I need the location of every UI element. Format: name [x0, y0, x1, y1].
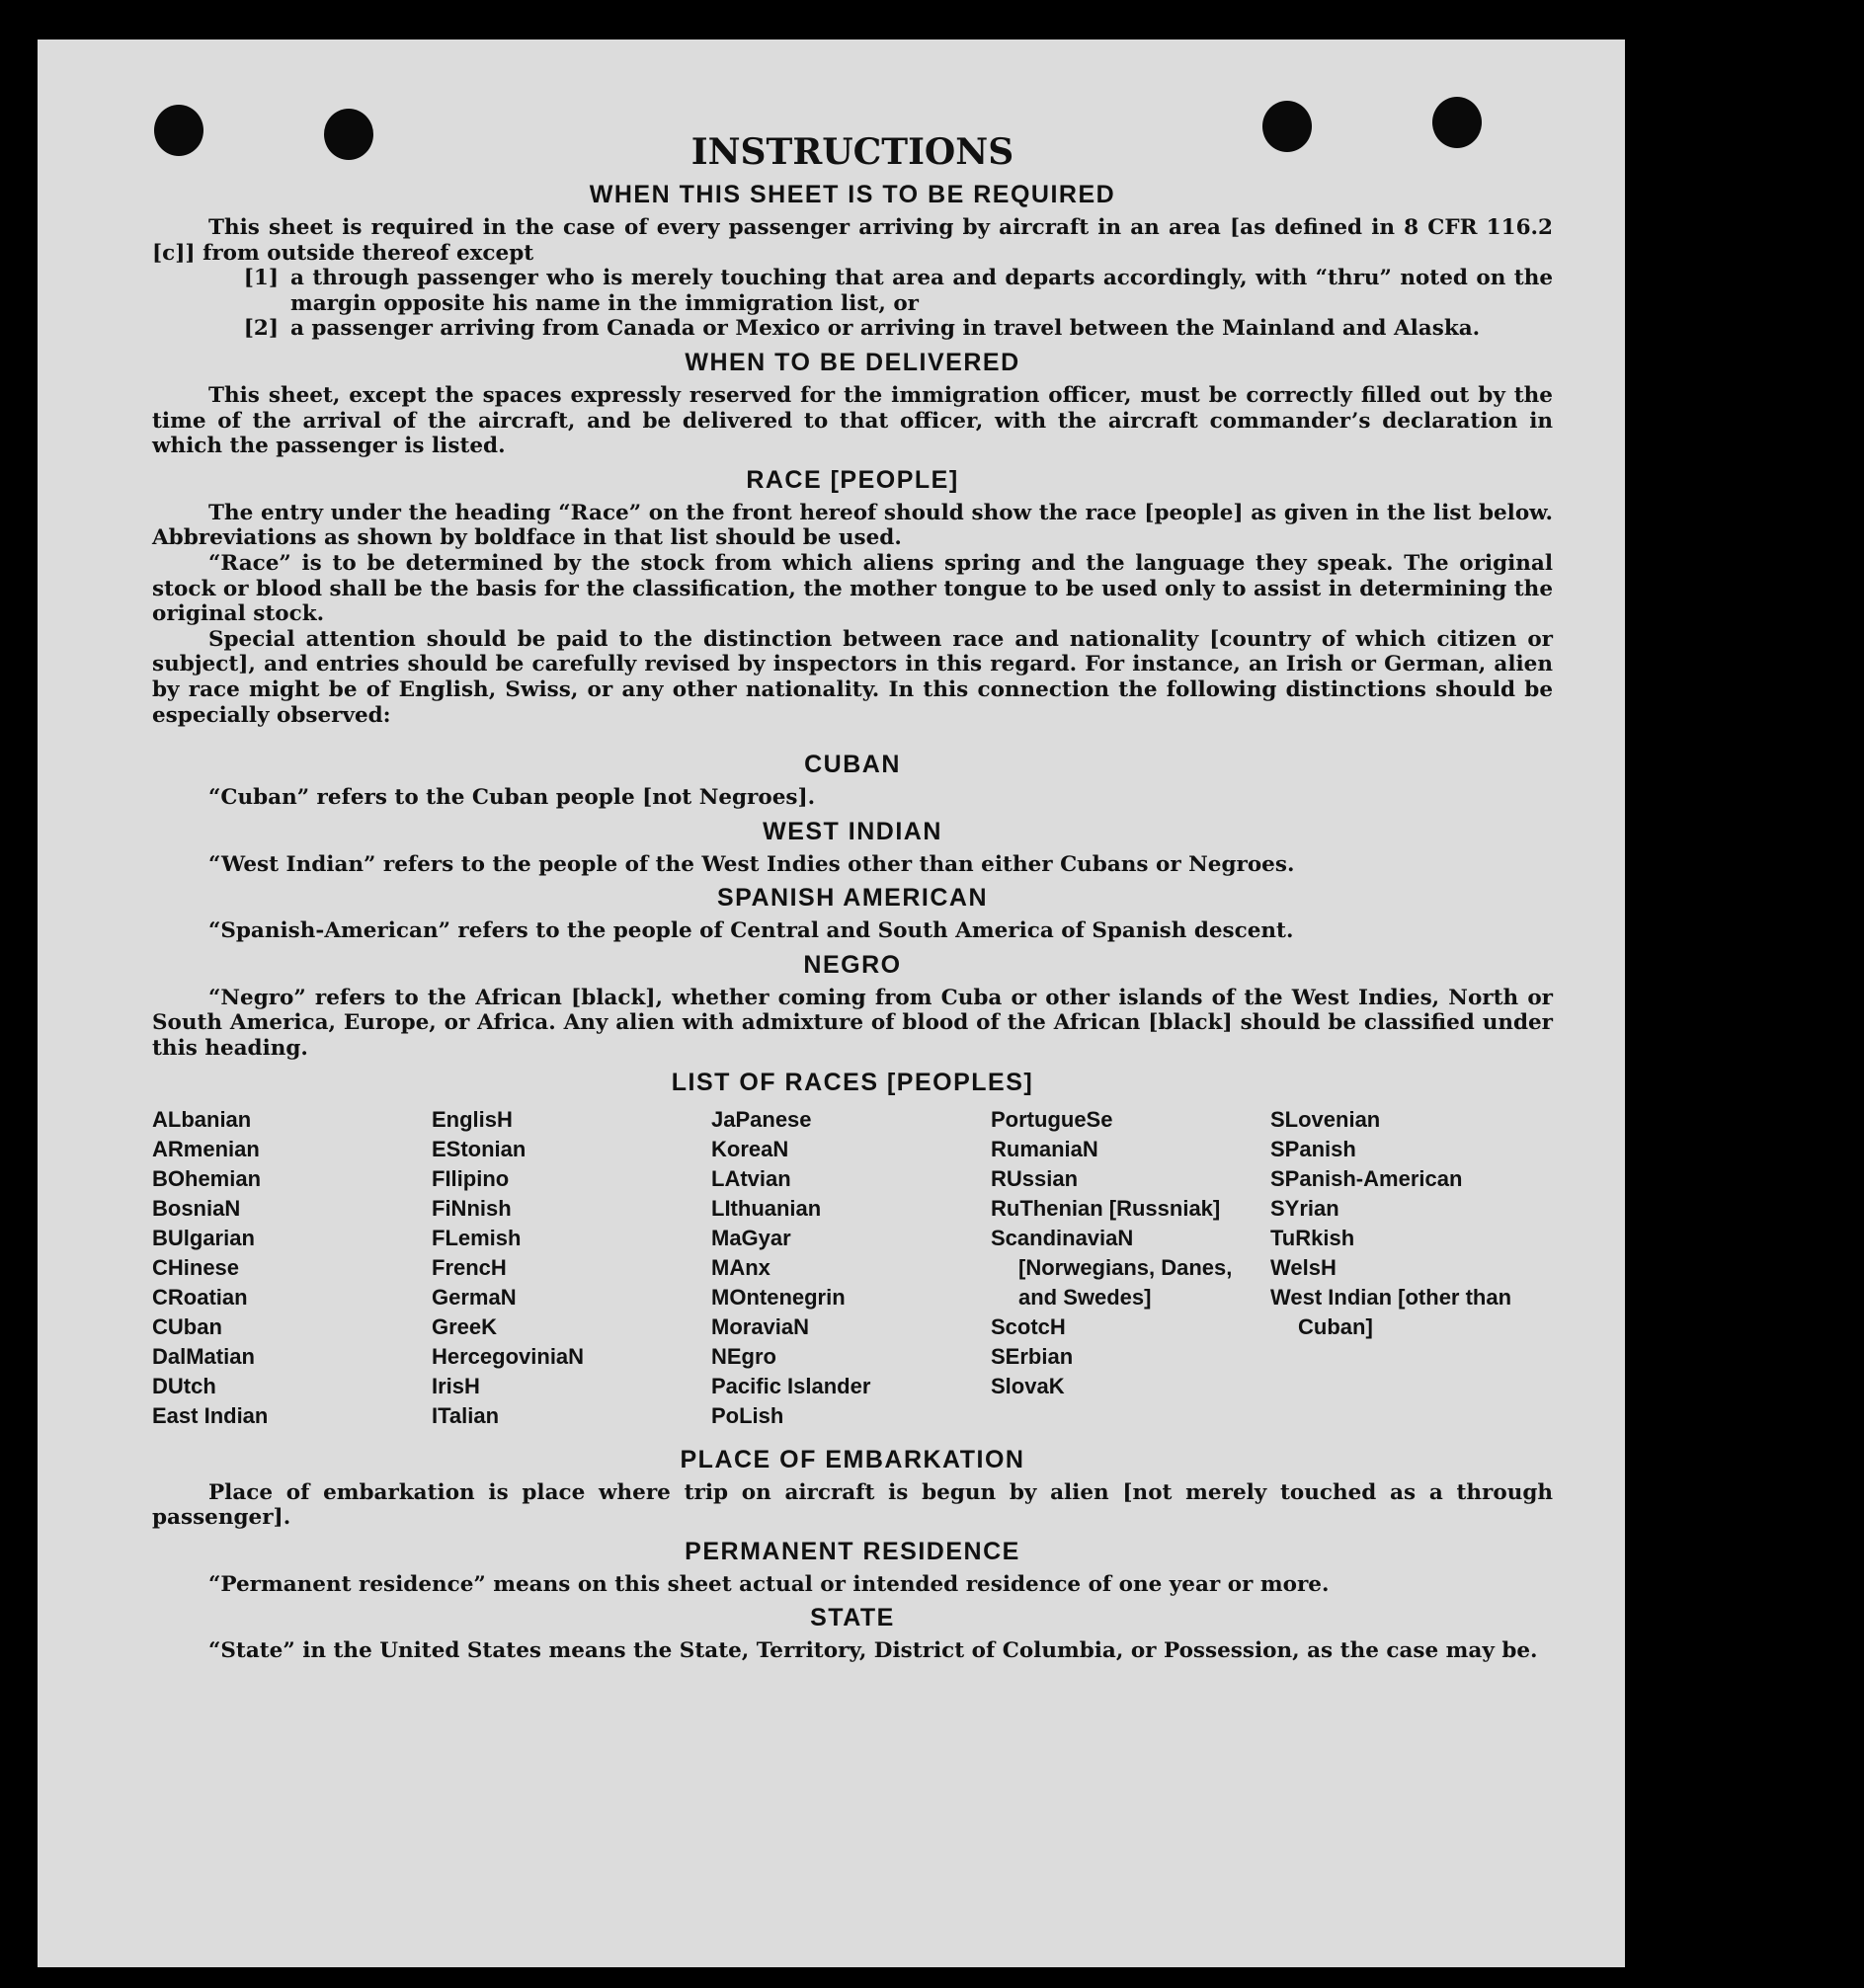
- race-entry: SErbian: [991, 1343, 1074, 1369]
- race-entry: SLovenian: [1270, 1106, 1381, 1132]
- section-heading-when-required: WHEN THIS SHEET IS TO BE REQUIRED: [589, 181, 1116, 208]
- race-entry: LIthuanian: [711, 1195, 822, 1221]
- race-entry: RUssian: [991, 1165, 1079, 1191]
- race-entry: East Indian: [152, 1402, 269, 1428]
- section-heading-spanish-american: SPANISH AMERICAN: [716, 884, 988, 913]
- race-entry: KoreaN: [711, 1136, 789, 1161]
- race-entry: HercegoviniaN: [432, 1343, 585, 1369]
- race-paragraph: Special attention should be paid to the distinction between race and nationality [country of which citizen or subject], and entries should be carefully revised by inspectors in this regard. For instance, an Irish or German, alien by race might be of English, Swiss, or any other nationality. In this connection the following distinctions should be especially observed:: [152, 626, 1553, 728]
- races-column: [432, 1105, 711, 1431]
- race-entry: CRoatian: [152, 1284, 248, 1310]
- race-entry: FrencH: [432, 1254, 507, 1280]
- section-heading-race: RACE [PEOPLE]: [746, 465, 959, 494]
- race-entry: MOntenegrin: [711, 1284, 846, 1310]
- race-entry: West Indian [other than Cuban]: [1270, 1284, 1512, 1339]
- races-column: [711, 1105, 991, 1431]
- section-heading-residence: PERMANENT RESIDENCE: [685, 1537, 1020, 1565]
- race-entry: SPanish: [1270, 1136, 1356, 1161]
- race-entry: WelsH: [1270, 1254, 1337, 1280]
- race-entry: MoraviaN: [711, 1313, 810, 1339]
- section-heading-when-delivered: WHEN TO BE DELIVERED: [685, 348, 1020, 376]
- race-entry: CHinese: [152, 1254, 240, 1280]
- exception-item: [152, 266, 1553, 316]
- race-paragraph: “Race” is to be determined by the stock from which aliens spring and the language they speak. The original stock or blood shall be the basis for the classification, the mother tongue to be used only to assist in determining the original stock.: [152, 550, 1553, 627]
- race-entry: ScotcH: [991, 1313, 1066, 1339]
- race-entry: ARmenian: [152, 1136, 260, 1161]
- exception-text: a passenger arriving from Canada or Mexico or arriving in travel between the Mainland and Alaska.: [290, 316, 1481, 342]
- race-entry: CUban: [152, 1313, 222, 1339]
- race-entry: MAnx: [711, 1254, 770, 1280]
- race-entry: TuRkish: [1270, 1225, 1355, 1250]
- residence-text: “Permanent residence” means on this sheet actual or intended residence of one year or more.: [208, 1571, 1330, 1597]
- race-entry: FiNnish: [432, 1195, 512, 1221]
- section-heading-races-list: LIST OF RACES [PEOPLES]: [671, 1068, 1034, 1096]
- race-entry: IrisH: [432, 1373, 480, 1398]
- race-entry: RumaniaN: [991, 1136, 1098, 1161]
- west-indian-text: “West Indian” refers to the people of the West Indies other than either Cubans or Negroes.: [208, 851, 1295, 877]
- document-page: [38, 40, 1625, 1967]
- cuban-text: “Cuban” refers to the Cuban people [not Negroes].: [208, 785, 816, 811]
- exception-text: a through passenger who is merely touching that area and departs accordingly, with “thru” noted on the margin opposite his name in the immigration list, or: [290, 266, 1553, 316]
- race-entry: DalMatian: [152, 1343, 255, 1369]
- section-heading-embarkation: PLACE OF EMBARKATION: [680, 1445, 1025, 1473]
- races-column: [991, 1105, 1270, 1431]
- races-column: [1270, 1105, 1550, 1431]
- race-entry: EnglisH: [432, 1106, 513, 1132]
- embarkation-text: Place of embarkation is place where trip on aircraft is begun by alien [not merely touched as a through passenger].: [152, 1479, 1553, 1531]
- exception-number: [1]: [243, 266, 279, 291]
- race-entry: FLemish: [432, 1225, 522, 1250]
- spanish-american-text: “Spanish-American” refers to the people of Central and South America of Spanish descent.: [208, 918, 1294, 944]
- section-heading-negro: NEGRO: [803, 950, 902, 979]
- race-paragraph: The entry under the heading “Race” on the front hereof should show the race [people] as given in the list below. Abbreviations as shown by boldface in that list should be used.: [152, 500, 1553, 551]
- races-column: [152, 1105, 432, 1431]
- race-entry: SYrian: [1270, 1195, 1339, 1221]
- negro-text: “Negro” refers to the African [black], whether coming from Cuba or other islands of the West Indies, North or South America, Europe, or Africa. Any alien with admixture of blood of the African [black] should be classified under this heading.: [152, 985, 1553, 1062]
- when-delivered-text: This sheet, except the spaces expressly reserved for the immigration officer, must be correctly filled out by the time of the arrival of the aircraft, and be delivered to that officer, with the aircraft commander’s declaration in which the passenger is listed.: [152, 382, 1553, 459]
- race-entry: GreeK: [432, 1313, 498, 1339]
- section-heading-state: STATE: [810, 1604, 895, 1632]
- page-title: INSTRUCTIONS: [690, 131, 1014, 173]
- section-heading-west-indian: WEST INDIAN: [763, 817, 942, 845]
- race-entry: ScandinaviaN [Norwegians, Danes, and Swedes]: [991, 1225, 1233, 1310]
- race-entry: MaGyar: [711, 1225, 791, 1250]
- race-entry: Pacific Islander: [711, 1373, 871, 1398]
- race-entry: RuThenian [Russniak]: [991, 1195, 1221, 1221]
- section-heading-cuban: CUBAN: [804, 751, 901, 779]
- race-entry: BosniaN: [152, 1195, 241, 1221]
- when-required-text: This sheet is required in the case of every passenger arriving by aircraft in an area [as defined in 8 CFR 116.2 [c]] from outside thereof except: [152, 215, 1553, 266]
- race-entry: FIlipino: [432, 1165, 510, 1191]
- exception-item: [152, 316, 1553, 342]
- race-entry: JaPanese: [711, 1106, 812, 1132]
- race-entry: LAtvian: [711, 1165, 791, 1191]
- race-entry: DUtch: [152, 1373, 216, 1398]
- race-entry: SlovaK: [991, 1373, 1065, 1398]
- instructions-body: [152, 130, 1553, 1664]
- race-entry: PoLish: [711, 1402, 784, 1428]
- race-entry: PortugueSe: [991, 1106, 1113, 1132]
- races-list: [152, 1105, 1553, 1431]
- race-entry: BOhemian: [152, 1165, 262, 1191]
- exception-number: [2]: [243, 316, 279, 342]
- race-entry: ITalian: [432, 1402, 500, 1428]
- race-entry: EStonian: [432, 1136, 527, 1161]
- race-entry: GermaN: [432, 1284, 517, 1310]
- race-entry: NEgro: [711, 1343, 776, 1369]
- race-entry: BUlgarian: [152, 1225, 255, 1250]
- state-text: “State” in the United States means the State, Territory, District of Columbia, or Possession, as the case may be.: [208, 1638, 1538, 1664]
- race-entry: SPanish-American: [1270, 1165, 1463, 1191]
- race-entry: ALbanian: [152, 1106, 252, 1132]
